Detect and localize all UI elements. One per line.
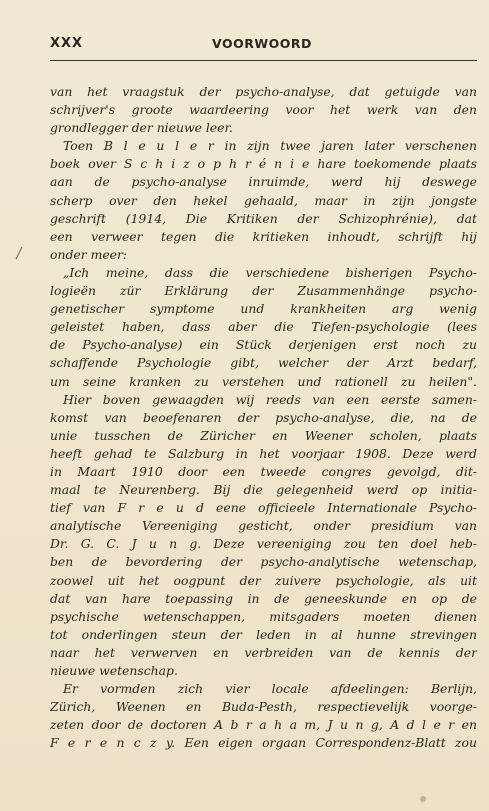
running-title: VOORWOORD	[212, 36, 312, 51]
text-line: aan de psycho-analyse inruimde, werd hij deswege	[50, 174, 477, 190]
text-line: genetischer symptome und krankheiten arg wenig	[50, 301, 477, 317]
text-line: zeten door de doctoren A b r a h a m, J u n g, A d l e r en	[50, 717, 477, 733]
text-line: schaffende Psychologie gibt, welcher der Arzt bedarf,	[50, 355, 477, 371]
text-line: komst van beoefenaren der psycho-analyse, die, na de	[50, 409, 477, 425]
text-line: „Ich meine, dass die verschiedene bisherigen Psycho-	[63, 264, 477, 280]
text-line: F e r e n c z y. Een eigen orgaan Correspondenz-Blatt zou	[50, 735, 477, 751]
text-line: geschrift (1914, Die Kritiken der Schizophrénie), dat	[50, 210, 477, 226]
text-line: een verweer tegen die kritieken inhoudt, schrijft hij	[50, 228, 477, 244]
text-line: scherp over den hekel gehaald, maar in zijn jongste	[50, 192, 477, 208]
text-line: onder meer:	[50, 246, 128, 262]
text-line: logieën zür Erklärung der Zusammenhänge psycho-	[50, 283, 477, 299]
text-line: ben de bevordering der psycho-analytische wetenschap,	[50, 554, 477, 570]
text-line: de Psycho-analyse) ein Stück derjenigen erst noch zu	[50, 337, 477, 353]
header-rule	[50, 60, 477, 61]
text-line: tot onderlingen steun der leden in al hunne strevingen	[50, 626, 477, 642]
text-line: geleistet haben, dass aber die Tiefen-psychologie (lees	[50, 319, 477, 335]
text-line: Zürich, Weenen en Buda-Pesth, respectievelijk voorge-	[50, 699, 477, 715]
page-header	[50, 36, 476, 56]
text-line: grondlegger der nieuwe leer.	[50, 120, 233, 136]
text-line: um seine kranken zu verstehen und rationell zu heilen".	[50, 373, 477, 389]
text-line: tief van F r e u d eene officieele Internationale Psycho-	[50, 500, 477, 516]
text-line: in Maart 1910 door een tweede congres gevolgd, dit-	[50, 463, 477, 479]
text-line: zoowel uit het oogpunt der zuivere psychologie, als uit	[50, 572, 477, 588]
text-line: schrijver's groote waardeering voor het werk van den	[50, 102, 477, 118]
text-line: naar het verwerven en verbreiden van de kennis der	[50, 644, 477, 660]
page-number: XXX	[50, 36, 84, 51]
text-line: Er vormden zich vier locale afdeelingen: Berlijn,	[63, 681, 477, 697]
text-line: heeft gehad te Salzburg in het voorjaar 1908. Deze werd	[50, 445, 477, 461]
text-line: Dr. G. C. J u n g. Deze vereeniging zou ten doel heb-	[50, 536, 477, 552]
text-line: psychische wetenschappen, mitsgaders moeten dienen	[50, 608, 477, 624]
text-line: analytische Vereeniging gesticht, onder presidium van	[50, 518, 477, 534]
text-line: van het vraagstuk der psycho-analyse, dat getuigde van	[50, 84, 477, 99]
text-line: Hier boven gewaagden wij reeds van een eerste samen-	[63, 391, 477, 407]
paper-stain	[420, 796, 426, 802]
text-line: maal te Neurenberg. Bij die gelegenheid werd op initia-	[50, 482, 477, 498]
text-line: dat van hare toepassing in de geneeskunde en op de	[50, 590, 477, 606]
text-line: unie tusschen de Züricher en Weener scholen, plaats	[50, 427, 477, 443]
text-line: nieuwe wetenschap.	[50, 663, 178, 678]
text-line: boek over S c h i z o p h r é n i e hare toekomende plaats	[50, 156, 477, 172]
pencil-mark-icon	[14, 246, 24, 260]
body-text	[50, 83, 477, 752]
text-line: Toen B l e u l e r in zijn twee jaren later verschenen	[63, 138, 477, 154]
